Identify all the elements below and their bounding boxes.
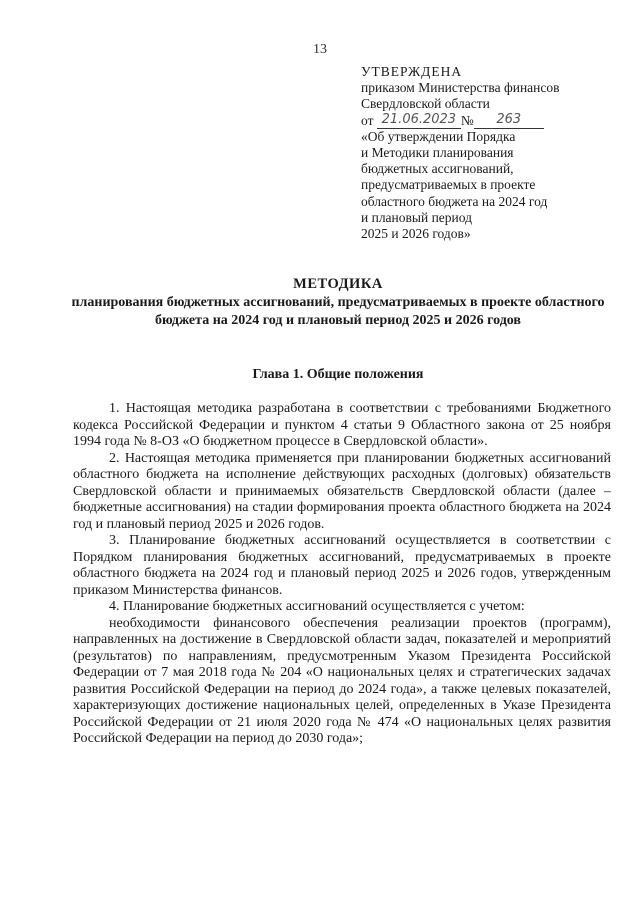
- paragraph: 3. Планирование бюджетных ассигнований осуществляется в соответствии с Порядком планирования бюджетных ассигнований, предусматриваемых в проекте областного бюджета на 2024 год и плановый период 2025 и 2026 годов, утвержденным приказом Министерства финансов.: [73, 533, 611, 598]
- approval-line: Свердловской области: [361, 96, 490, 112]
- paragraph: необходимости финансового обеспечения реализации проектов (программ), направленных на достижение в Свердловской области задач, показателей и мероприятий (результатов) по направлениям, предусмотренным Указом Президента Российской Федерации от 7 мая 2018 года № 204 «О национальных целях и стратегических задачах развития Российской Федерации на период до 2024 года», а также целевых показателей, характеризующих достижение национальных целей, определенных в Указе Президента Российской Федерации от 21 июля 2020 года № 474 «О национальных целях развития Российской Федерации на период до 2030 года»;: [73, 615, 611, 746]
- about-line: и плановый период: [361, 209, 472, 225]
- paragraph: 4. Планирование бюджетных ассигнований осуществляется с учетом:: [109, 599, 525, 614]
- about-line: бюджетных ассигнований,: [361, 161, 514, 177]
- approval-about: [361, 129, 611, 242]
- about-line: «Об утверждении Порядка: [361, 128, 516, 144]
- document-body: [73, 401, 611, 748]
- number-label: №: [460, 112, 474, 128]
- date-field: 21.06.2023: [377, 113, 461, 129]
- about-line: предусматриваемых в проекте: [361, 177, 536, 193]
- document-subtitle: планирования бюджетных ассигнований, предусматриваемых в проекте областного бюджета на 2024 год и плановый период 2025 и 2026 годов: [71, 295, 605, 328]
- chapter-heading: Глава 1. Общие положения: [252, 367, 424, 382]
- approval-heading: УТВЕРЖДЕНА: [361, 64, 463, 79]
- approval-line: приказом Министерства финансов: [361, 80, 560, 96]
- about-line: областного бюджета на 2024 год: [361, 193, 548, 209]
- approval-block: [361, 64, 611, 242]
- number-field: 263: [474, 113, 544, 129]
- from-label: от: [361, 112, 374, 128]
- approval-date-number-line: [361, 113, 611, 129]
- paragraph: 2. Настоящая методика применяется при планировании бюджетных ассигнований областного бюджета на исполнение действующих расходных (долговых) обязательств Свердловской области и принимаемых обязательств Свердловской области (далее – бюджетные ассигнования) на стадии формирования проекта областного бюджета на 2024 год и плановый период 2025 и 2026 годов.: [73, 450, 611, 532]
- document-title: МЕТОДИКА: [293, 276, 383, 292]
- paragraph: 1. Настоящая методика разработана в соответствии с требованиями Бюджетного кодекса Российской Федерации и пунктом 4 статьи 9 Областного закона от 25 ноября 1994 года № 8-ОЗ «О бюджетном процессе в Свердловской области».: [73, 401, 611, 449]
- page-number: 13: [313, 42, 327, 57]
- about-line: и Методики планирования: [361, 145, 514, 161]
- about-line: 2025 и 2026 годов»: [361, 226, 471, 242]
